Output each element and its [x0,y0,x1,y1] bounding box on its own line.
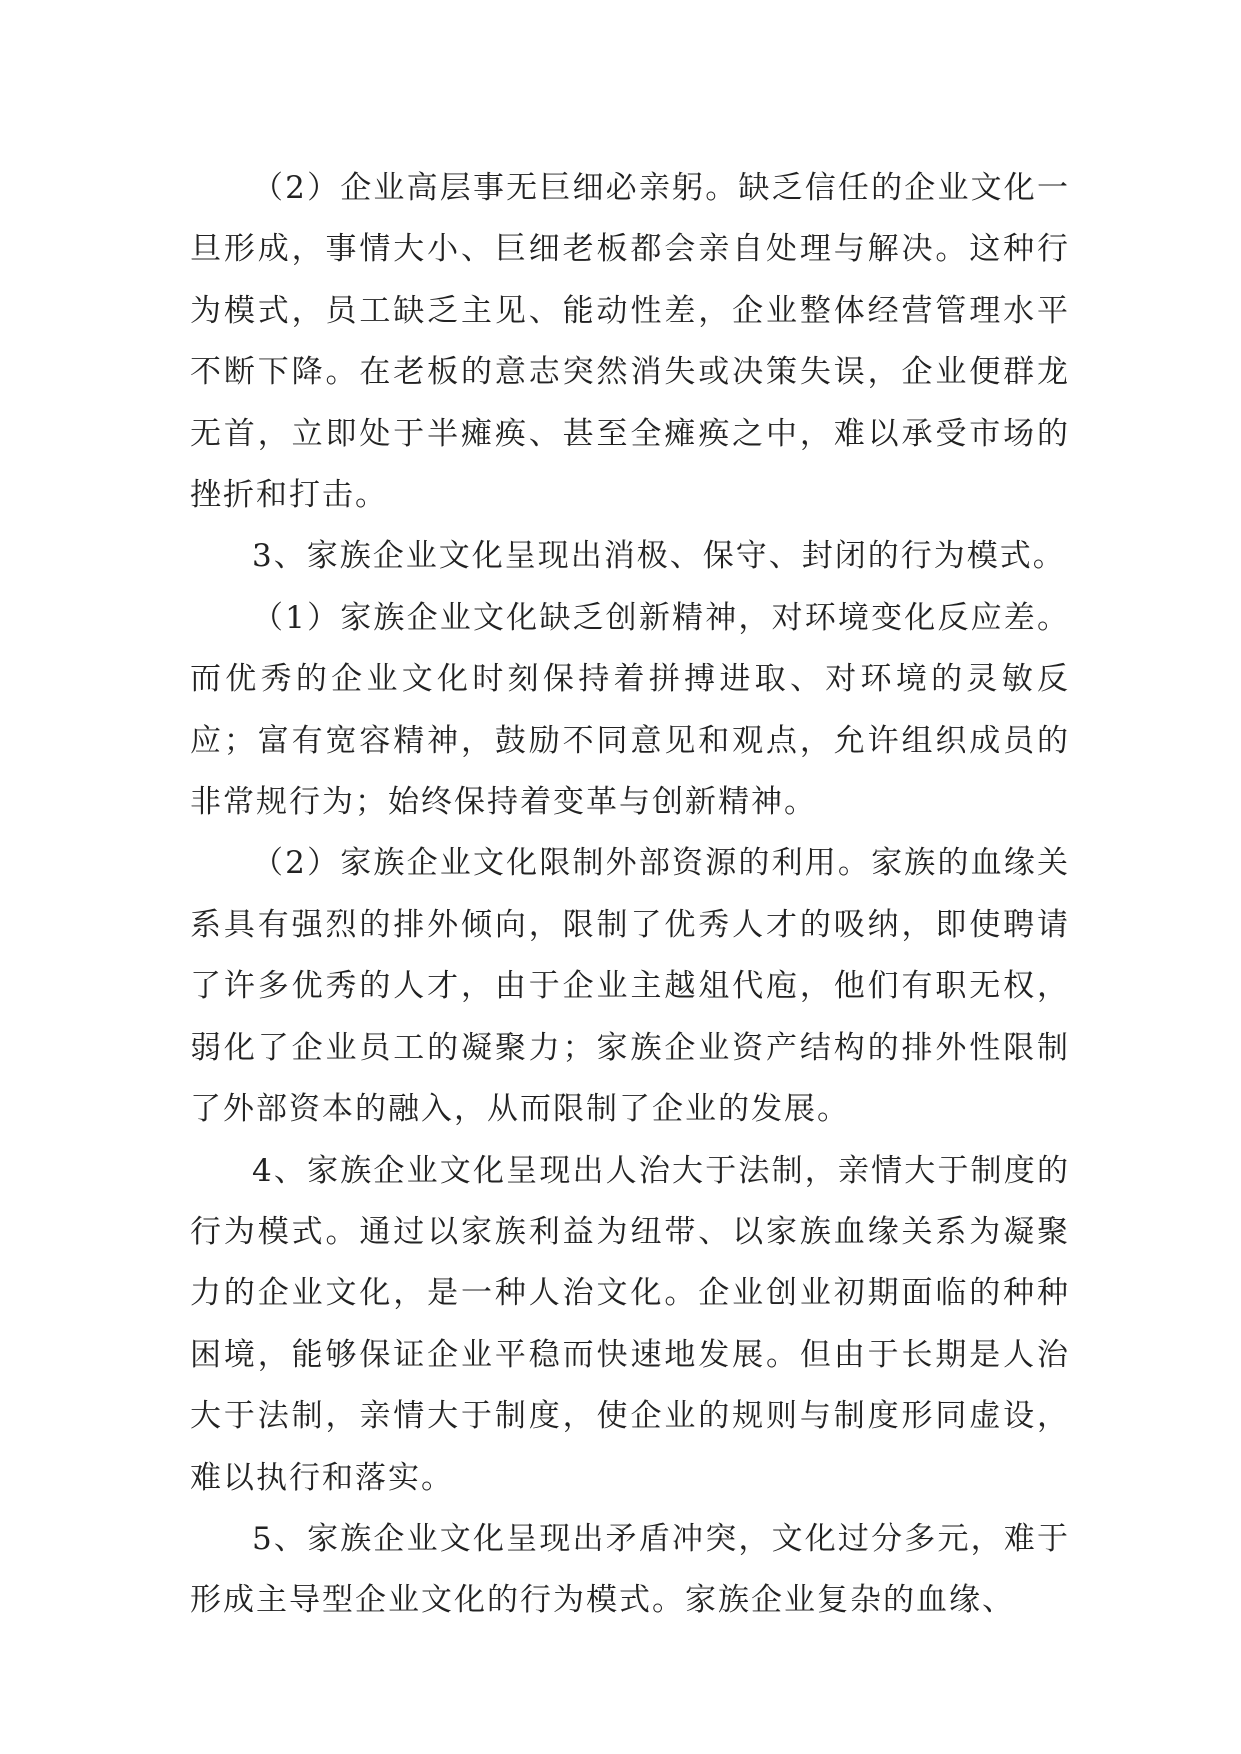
document-body [190,158,1070,1632]
paragraph-rule-by-man: 4、家族企业文化呈现出人治大于法制，亲情大于制度的行为模式。通过以家族利益为纽带、以家族血缘关系为凝聚力的企业文化，是一种人治文化。企业创业初期面临的种种困境，能够保证企业平稳而快速地发展。但由于长期是人治大于法制，亲情大于制度，使企业的规则与制度形同虚设，难以执行和落实。 [190,1152,1070,1496]
paragraph-limits-external-resources: （2）家族企业文化限制外部资源的利用。家族的血缘关系具有强烈的排外倾向，限制了优秀人才的吸纳，即使聘请了许多优秀的人才，由于企业主越俎代庖，他们有职无权，弱化了企业员工的凝聚力；家族企业资产结构的排外性限制了外部资本的融入，从而限制了企业的发展。 [190,845,1070,1128]
paragraph-top-management-micromanagement: （2）企业高层事无巨细必亲躬。缺乏信任的企业文化一旦形成，事情大小、巨细老板都会亲自处理与解决。这种行为模式，员工缺乏主见、能动性差，企业整体经营管理水平不断下降。在老板的意志突然消失或决策失误，企业便群龙无首，立即处于半瘫痪、甚至全瘫痪之中，难以承受市场的挫折和打击。 [190,170,1070,514]
paragraph-lack-of-innovation: （1）家族企业文化缺乏创新精神，对环境变化反应差。而优秀的企业文化时刻保持着拼搏进取、对环境的灵敏反应；富有宽容精神，鼓励不同意见和观点，允许组织成员的非常规行为；始终保持着变革与创新精神。 [190,599,1070,821]
paragraph-cultural-conflict: 5、家族企业文化呈现出矛盾冲突，文化过分多元，难于形成主导型企业文化的行为模式。家族企业复杂的血缘、 [190,1520,1070,1619]
paragraph-heading-negative-conservative-closed: 3、家族企业文化呈现出消极、保守、封闭的行为模式。 [252,538,1066,575]
